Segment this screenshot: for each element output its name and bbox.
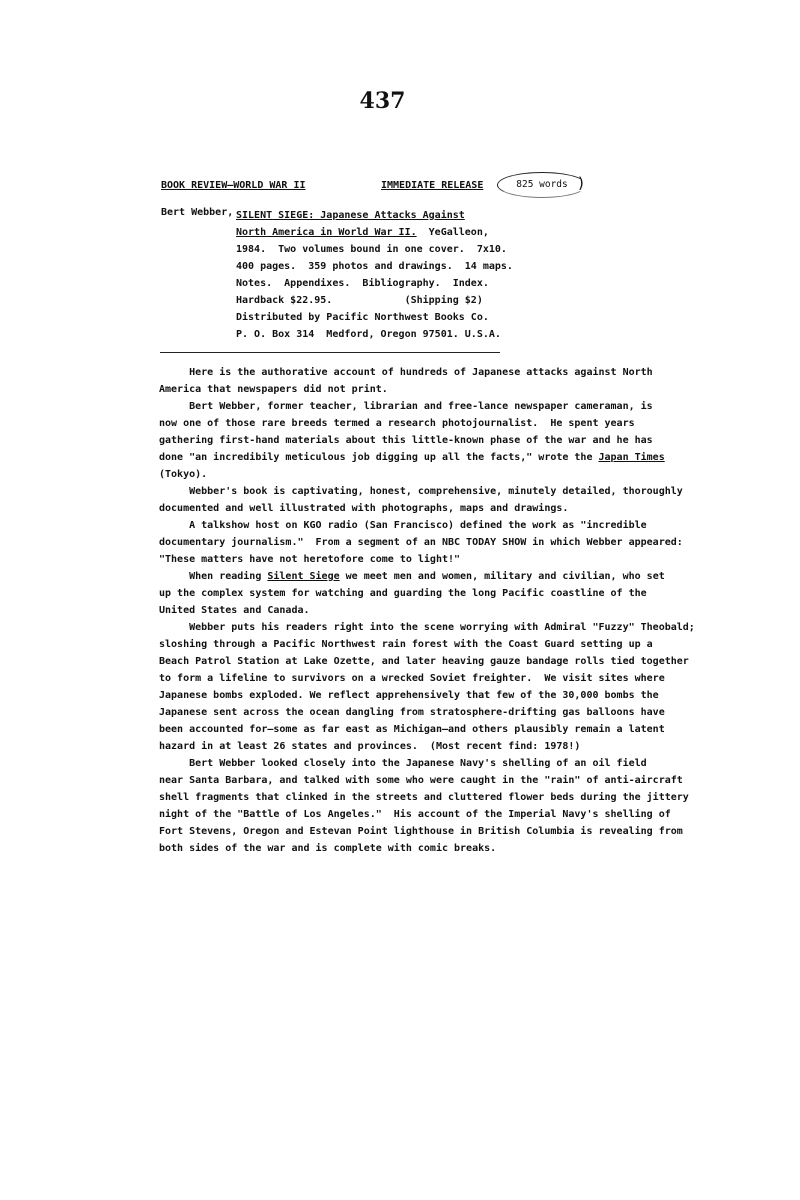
word-count: 825 words (497, 172, 587, 198)
body-line: (Tokyo). (159, 469, 208, 480)
body-line: gathering first-hand materials about this little-known phase of the war and he has (159, 435, 653, 446)
body-line: Japanese sent across the ocean dangling from stratosphere-drifting gas balloons have (159, 707, 665, 718)
body-line: hazard in at least 26 states and provinces. (Most recent find: 1978!) (159, 741, 581, 752)
review-body (159, 364, 699, 857)
body-line: night of the "Battle of Los Angeles." His account of the Imperial Navy's shelling of (159, 809, 671, 820)
body-line: Webber puts his readers right into the scene worrying with Admiral "Fuzzy" Theobald; (159, 622, 695, 633)
body-line: Japanese bombs exploded. We reflect apprehensively that few of the 30,000 bombs the (159, 690, 659, 701)
body-line: both sides of the war and is complete with comic breaks. (159, 843, 497, 854)
body-line: now one of those rare breeds termed a research photojournalist. He spent years (159, 418, 635, 429)
body-line: been accounted for—some as far east as Michigan—and others plausibly remain a latent (159, 724, 665, 735)
word-count-bracket: ) (578, 174, 584, 192)
bibliography-details (236, 207, 513, 343)
body-line: Bert Webber, former teacher, librarian and free-lance newspaper cameraman, is (159, 401, 653, 412)
body-line: near Santa Barbara, and talked with some who were caught in the "rain" of anti-aircraft (159, 775, 683, 786)
body-line: shell fragments that clinked in the streets and cluttered flower beds during the jittery (159, 792, 689, 803)
category-label: BOOK REVIEW—WORLD WAR II (161, 180, 306, 191)
bibliography-line: Hardback $22.95. (Shipping $2) (236, 295, 483, 306)
bibliography-line: 1984. Two volumes bound in one cover. 7x10. (236, 244, 507, 255)
body-line: Fort Stevens, Oregon and Estevan Point lighthouse in British Columbia is revealing from (159, 826, 683, 837)
body-line: United States and Canada. (159, 605, 310, 616)
bibliography-title-line: SILENT SIEGE: Japanese Attacks Against (236, 210, 465, 221)
body-line: documentary journalism." From a segment of an NBC TODAY SHOW in which Webber appeared: (159, 537, 683, 548)
bibliography-line: 400 pages. 359 photos and drawings. 14 maps. (236, 261, 513, 272)
body-line: A talkshow host on KGO radio (San Francisco) defined the work as "incredible (159, 520, 647, 531)
bibliography-author: Bert Webber, (161, 207, 234, 218)
body-line: up the complex system for watching and guarding the long Pacific coastline of the (159, 588, 647, 599)
bibliography-title-line-2: North America in World War II. YeGalleon, (236, 227, 489, 238)
body-line: documented and well illustrated with photographs, maps and drawings. (159, 503, 569, 514)
body-line: "These matters have not heretofore come to light!" (159, 554, 461, 565)
release-label: IMMEDIATE RELEASE (381, 180, 484, 191)
bibliography-line: Distributed by Pacific Northwest Books Co. (236, 312, 489, 323)
body-line: Beach Patrol Station at Lake Ozette, and later heaving gauze bandage rolls tied together (159, 656, 689, 667)
body-line: When reading Silent Siege we meet men and women, military and civilian, who set (159, 571, 665, 582)
divider (160, 352, 500, 353)
body-line: Bert Webber looked closely into the Japanese Navy's shelling of an oil field (159, 758, 647, 769)
publication-title: Japan Times (598, 452, 665, 463)
bibliography-line: Notes. Appendixes. Bibliography. Index. (236, 278, 489, 289)
body-line: done "an incredibily meticulous job digging up all the facts," wrote the Japan Times (159, 452, 665, 463)
body-line: Here is the authorative account of hundreds of Japanese attacks against North (159, 367, 653, 378)
publication-title: Silent Siege (267, 571, 340, 582)
bibliography-line: P. O. Box 314 Medford, Oregon 97501. U.S.A. (236, 329, 501, 340)
page-number: 437 (359, 88, 406, 114)
body-line: America that newspapers did not print. (159, 384, 388, 395)
body-line: sloshing through a Pacific Northwest rain forest with the Coast Guard setting up a (159, 639, 653, 650)
body-line: Webber's book is captivating, honest, comprehensive, minutely detailed, thoroughly (159, 486, 683, 497)
body-line: to form a lifeline to survivors on a wrecked Soviet freighter. We visit sites where (159, 673, 665, 684)
